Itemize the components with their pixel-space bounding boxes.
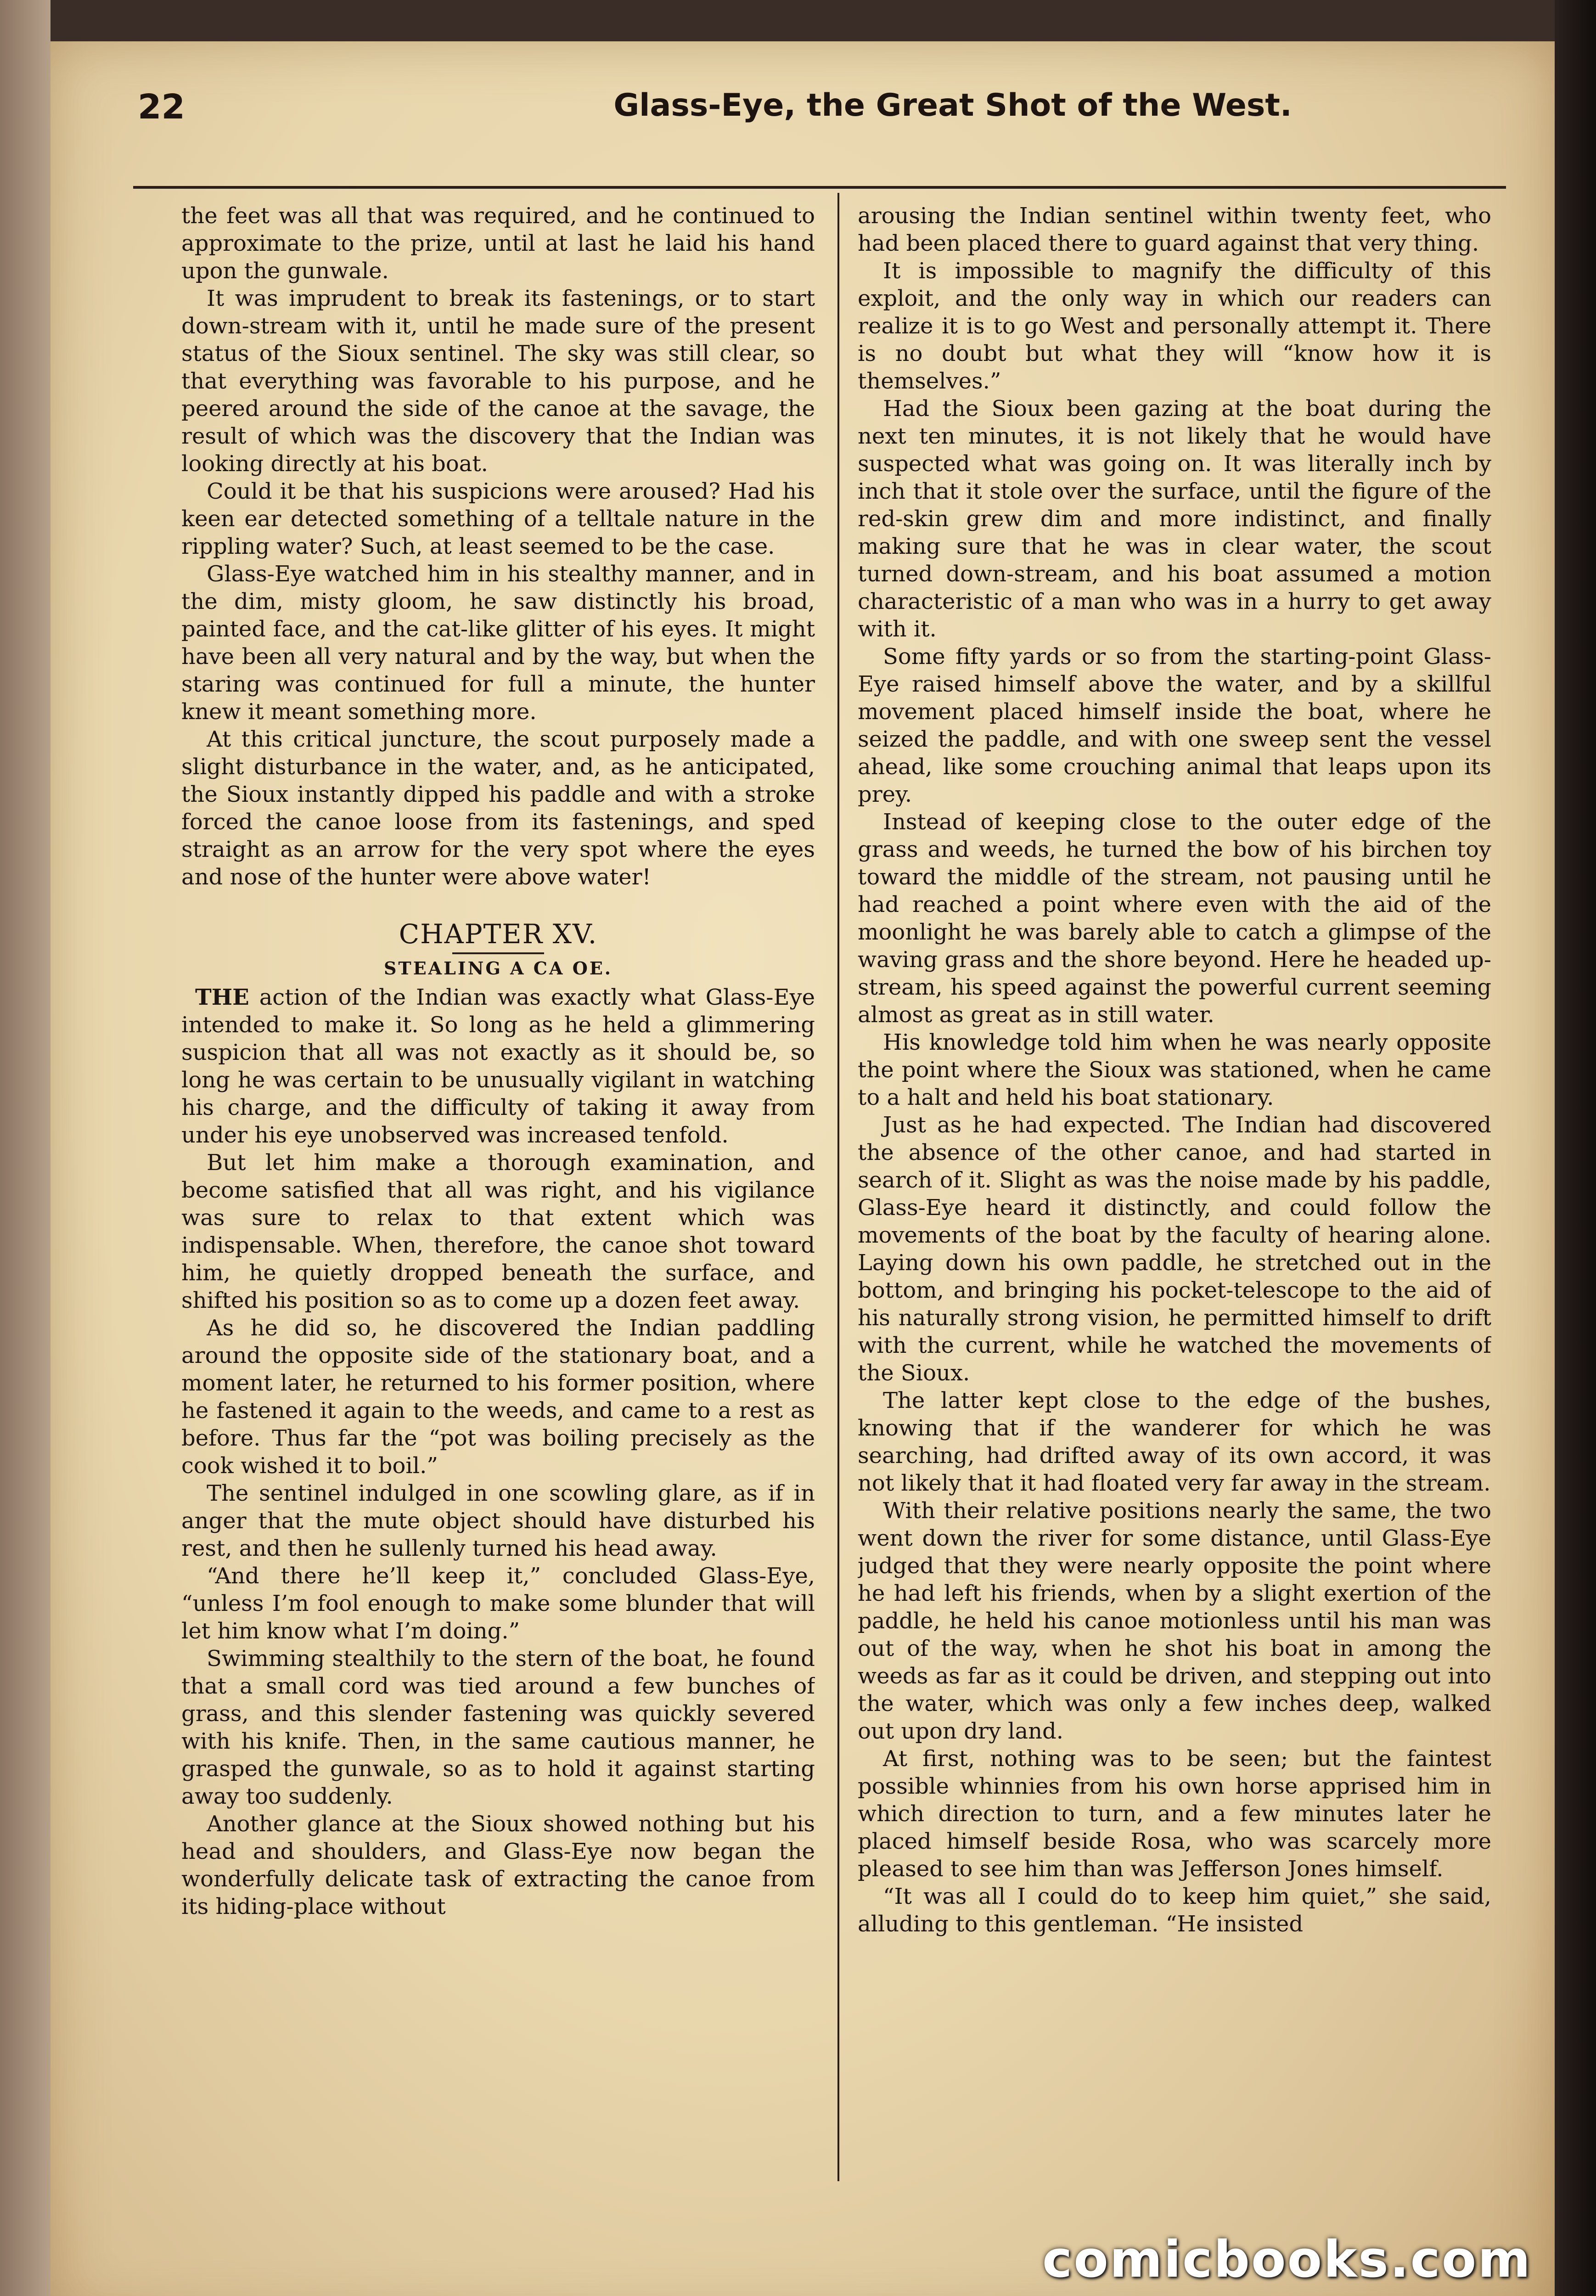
paragraph: At this critical juncture, the scout purposely made a slight disturbance in the water, and, as he anticipated, the Sioux instantly dipped his paddle and with a stroke forced the canoe loose from its fastenings, and sped straight as an arrow for the very spot where the eyes and nose of the hunter were above water!: [181, 726, 815, 890]
paragraph: As he did so, he discovered the Indian paddling around the opposite side of the stationary boat, and a moment later, he returned to his former position, where he fastened it again to the weeds, and came to a rest as before. Thus far the “pot was boiling precisely as the cook wished it to boil.”: [181, 1315, 815, 1479]
paragraph: Had the Sioux been gazing at the boat during the next ten minutes, it is not likely that he would have suspected what was going on. It was literally inch by inch that it stole over the surface, until the figure of the red-skin grew dim and more indistinct, and finally making sure that he was in clear water, the scout turned down-stream, and his boat assumed a motion characteristic of a man who was in a hurry to get away with it.: [858, 396, 1491, 642]
paragraph: arousing the Indian sentinel within twenty feet, who had been placed there to guard against that very thing.: [858, 203, 1491, 256]
paragraph: The sentinel indulged in one scowling glare, as if in anger that the mute object should have disturbed his rest, and then he sullenly turned his head away.: [181, 1480, 815, 1561]
opening-word: THE: [195, 985, 249, 1010]
paragraph: Instead of keeping close to the outer edge of the grass and weeds, he turned the bow of his birchen toy toward the middle of the stream, not pausing until he had reached a point where even with the aid of the moonlight he was barely able to catch a glimpse of the waving grass and the shore beyond. Here he headed up-stream, his speed against the powerful current seeming almost as great as in still water.: [858, 809, 1491, 1028]
chapter-opening-paragraph: [181, 984, 815, 1149]
chapter-rule: [452, 952, 544, 954]
scan-background-right: [1555, 0, 1596, 2296]
paragraph: the feet was all that was required, and he continued to approximate to the prize, until at last he laid his hand upon the gunwale.: [181, 203, 815, 284]
page-number: 22: [138, 87, 185, 127]
paragraph: His knowledge told him when he was nearly opposite the point where the Sioux was stationed, when he came to a halt and held his boat stationary.: [858, 1030, 1491, 1110]
paragraph: But let him make a thorough examination, and become satisfied that all was right, and his vigilance was sure to relax to that extent which was indispensable. When, therefore, the canoe shot toward him, he quietly dropped beneath the surface, and shifted his position so as to come up a dozen feet away.: [181, 1150, 815, 1313]
paragraph: “It was all I could do to keep him quiet,” she said, alluding to this gentleman. “He insisted: [858, 1884, 1491, 1937]
running-title: Glass-Eye, the Great Shot of the West.: [613, 87, 1292, 124]
paragraph: The latter kept close to the edge of the bushes, knowing that if the wanderer for which he was searching, had drifted away of its own accord, it was not likely that it had floated very far away in the stream.: [858, 1388, 1491, 1496]
paragraph: Another glance at the Sioux showed nothing but his head and shoulders, and Glass-Eye now began the wonderfully delicate task of extracting the canoe from its hiding-place without: [181, 1811, 815, 1919]
paragraph: With their relative positions nearly the same, the two went down the river for some distance, until Glass-Eye judged that they were nearly opposite the point where he had left his friends, when by a slight exertion of the paddle, he held his canoe motionless until his man was out of the way, when he shot his boat in among the weeds as far as it could be driven, and stepping out into the water, which was only a few inches deep, walked out upon dry land.: [858, 1498, 1491, 1744]
site-watermark: comicbooks.com: [1042, 2230, 1532, 2289]
paragraph: Some fifty yards or so from the starting-point Glass-Eye raised himself above the water, and by a skillful movement placed himself inside the boat, where he seized the paddle, and with one sweep sent the vessel ahead, like some crouching animal that leaps upon its prey.: [858, 644, 1491, 807]
paragraph: Could it be that his suspicions were aroused? Had his keen ear detected something of a telltale nature in the rippling water? Such, at least seemed to be the case.: [181, 478, 815, 559]
right-column: [858, 202, 1491, 2190]
chapter-title: CHAPTER XV.: [399, 918, 598, 950]
chapter-heading: [181, 918, 815, 980]
paragraph: It was imprudent to break its fastenings, or to start down-stream with it, until he made sure of the present status of the Sioux sentinel. The sky was still clear, so that everything was favorable to his purpose, and he peered around the side of the canoe at the savage, the result of which was the discovery that the Indian was looking directly at his boat.: [181, 286, 815, 477]
chapter-subtitle: STEALING A CA OE.: [383, 958, 613, 979]
left-column: [181, 202, 815, 2190]
opening-text: action of the Indian was exactly what Glass-Eye intended to make it. So long as he held a glimmering suspicion that all was not exactly as it should be, so long he was certain to be unusually vigilant in watching his charge, and the difficulty of taking it away from under his eye unobserved was increased tenfold.: [181, 985, 815, 1148]
paragraph: Swimming stealthily to the stern of the boat, he found that a small cord was tied around a few bunches of grass, and this slender fastening was quickly severed with his knife. Then, in the same cautious manner, he grasped the gunwale, so as to hold it against starting away too suddenly.: [181, 1646, 815, 1809]
paragraph: “And there he’ll keep it,” concluded Glass-Eye, “unless I’m fool enough to make some blunder that will let him know what I’m doing.”: [181, 1563, 815, 1644]
column-divider: [837, 193, 839, 2181]
paragraph: At first, nothing was to be seen; but the faintest possible whinnies from his own horse apprised him in which direction to turn, and a few minutes later he placed himself beside Rosa, who was scarcely more pleased to see him than was Jefferson Jones himself.: [858, 1746, 1491, 1882]
page-header: [138, 87, 1515, 156]
scan-background-left: [0, 0, 51, 2296]
header-rule: [133, 186, 1506, 189]
paragraph: It is impossible to magnify the difficulty of this exploit, and the only way in which our readers can realize it is to go West and personally attempt it. There is no doubt but what they will “know how it is themselves.”: [858, 258, 1491, 394]
paragraph: Just as he had expected. The Indian had discovered the absence of the other canoe, and had started in search of it. Slight as was the noise made by his paddle, Glass-Eye heard it distinctly, and could follow the movements of the boat by the faculty of hearing alone. Laying down his own paddle, he stretched out in the bottom, and bringing his pocket-telescope to the aid of his naturally strong vision, he permitted himself to drift with the current, while he watched the movements of the Sioux.: [858, 1112, 1491, 1386]
paragraph: Glass-Eye watched him in his stealthy manner, and in the dim, misty gloom, he saw distinctly his broad, painted face, and the cat-like glitter of his eyes. It might have been all very natural and by the way, but when the staring was continued for full a minute, the hunter knew it meant something more.: [181, 561, 815, 725]
